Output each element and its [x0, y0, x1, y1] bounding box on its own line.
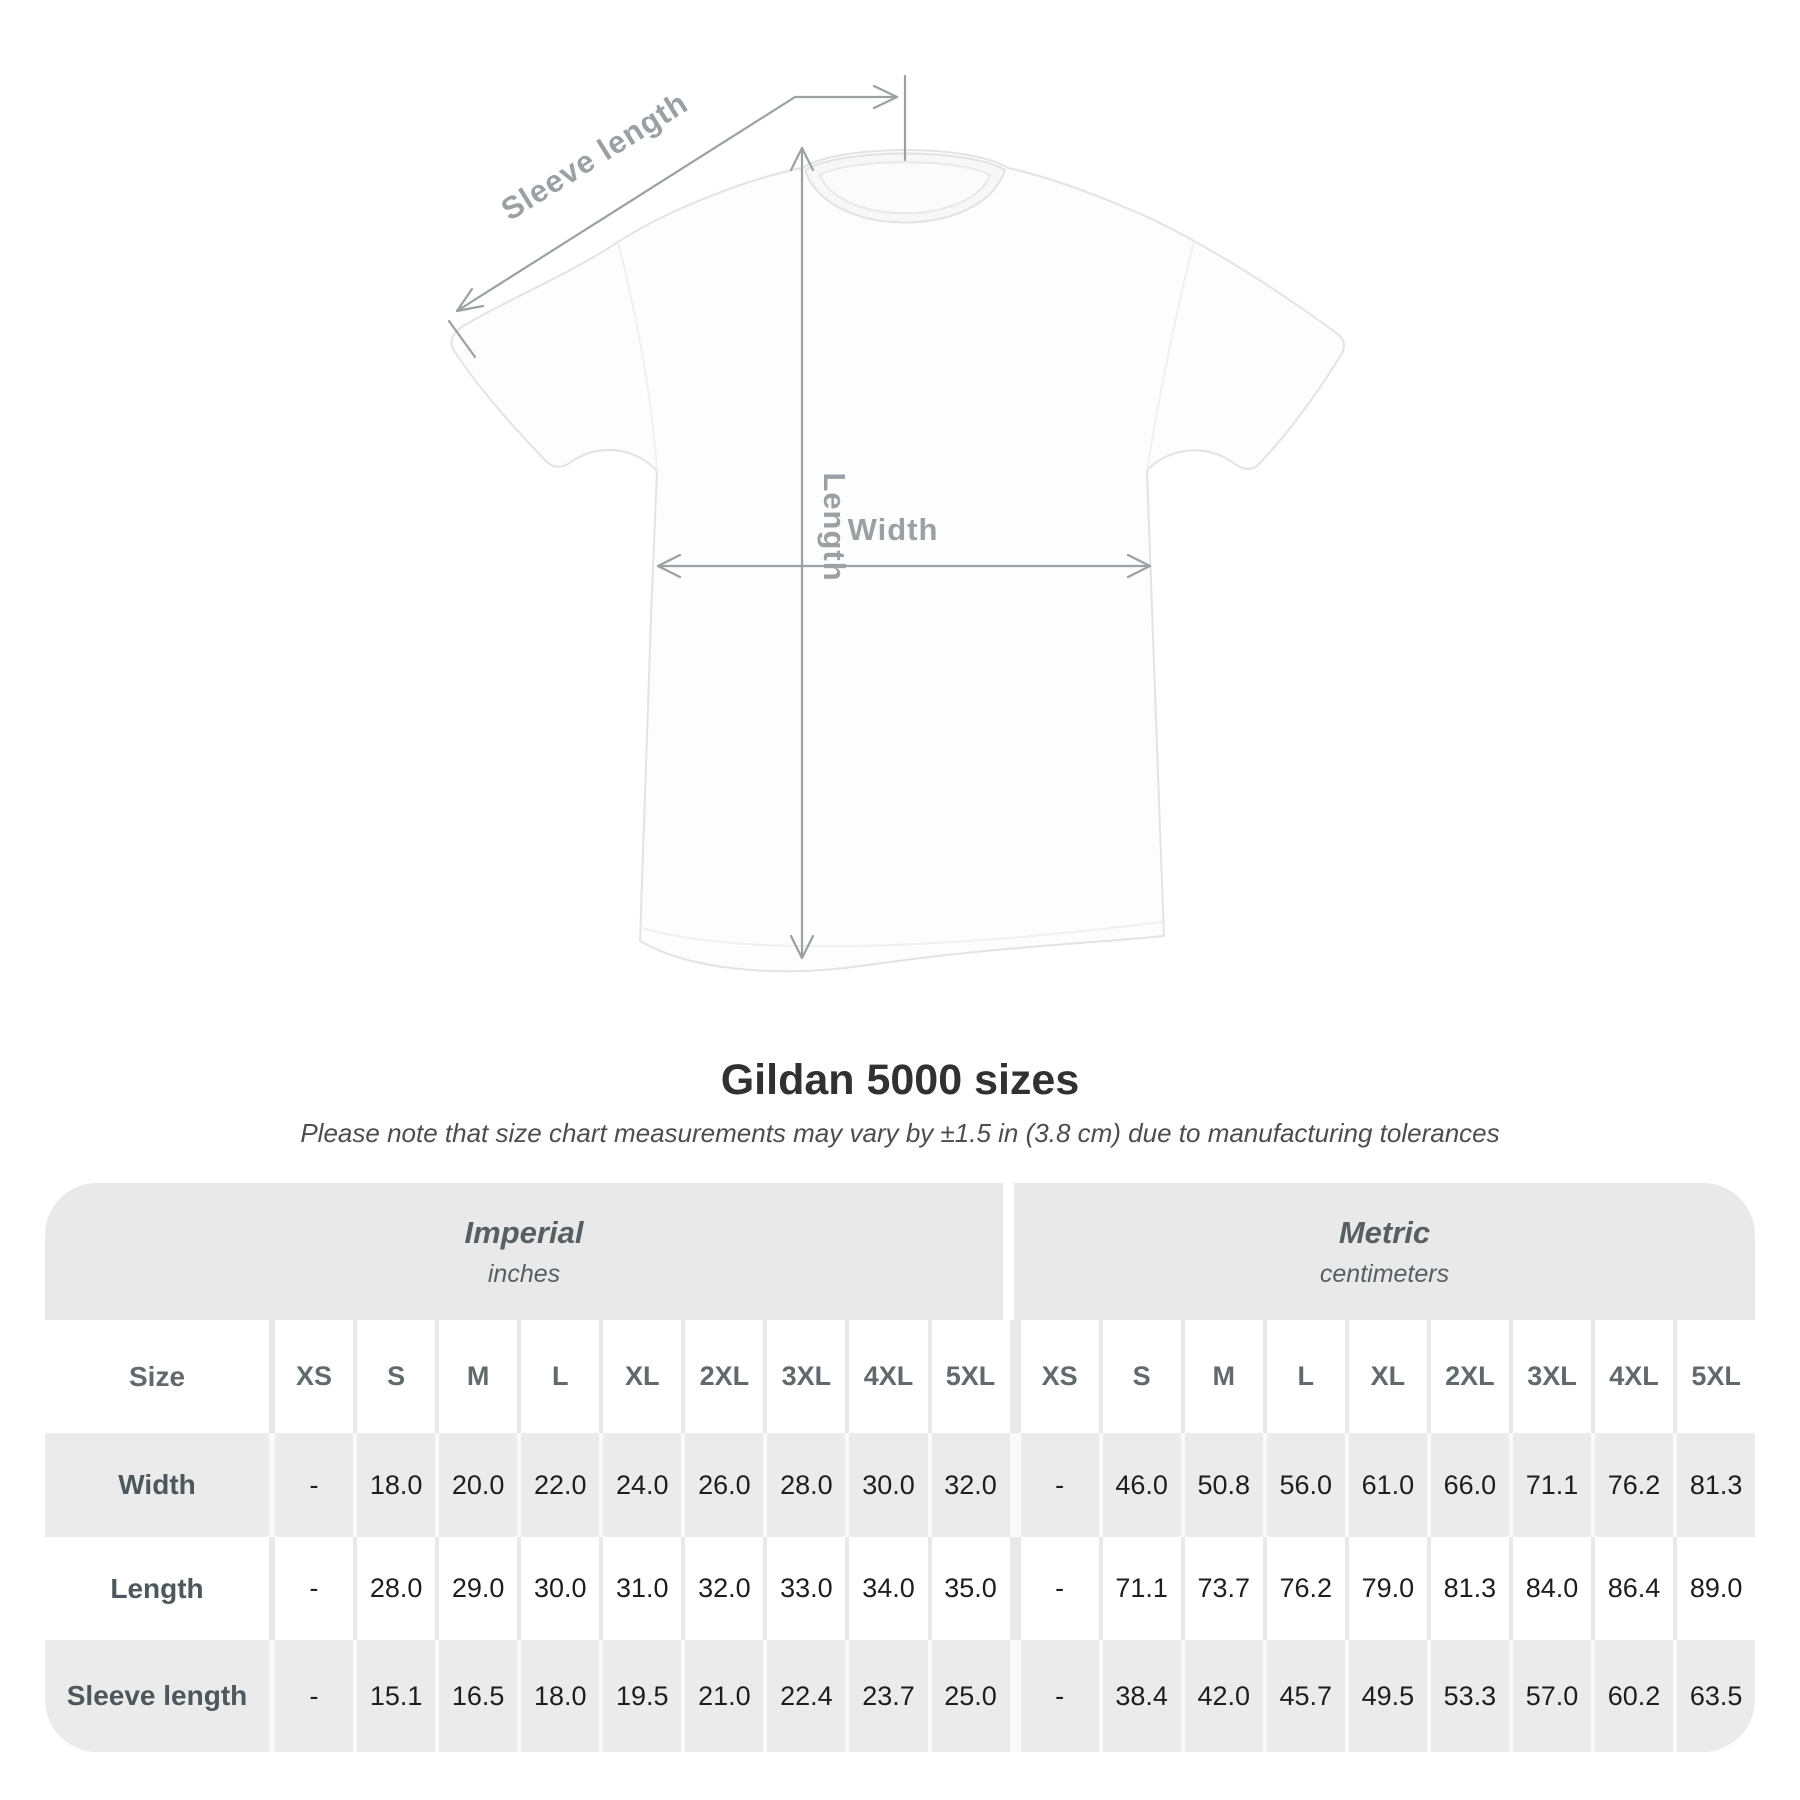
size-col-header-imperial: 5XL [928, 1320, 1010, 1433]
measurement-cell-metric: 66.0 [1427, 1433, 1509, 1537]
measurement-cell-imperial: 22.4 [763, 1640, 845, 1752]
measurement-cell-metric: 45.7 [1263, 1640, 1345, 1752]
size-col-header-imperial: S [353, 1320, 435, 1433]
measurement-cell-imperial: 31.0 [599, 1537, 681, 1640]
imperial-title: Imperial [464, 1214, 584, 1250]
metric-unit: centimeters [1319, 1259, 1450, 1288]
size-col-header-imperial: 4XL [845, 1320, 927, 1433]
measurement-cell-metric: 63.5 [1673, 1640, 1755, 1752]
measurement-cell-metric: 89.0 [1673, 1537, 1755, 1640]
measurement-cell-metric: 81.3 [1673, 1433, 1755, 1537]
size-col-header-metric: XS [1010, 1320, 1099, 1433]
measurement-cell-metric: 81.3 [1427, 1537, 1509, 1640]
measurement-cell-imperial: 32.0 [928, 1433, 1010, 1537]
size-col-header-imperial: L [517, 1320, 599, 1433]
measurement-cell-imperial: 18.0 [353, 1433, 435, 1537]
measurement-cell-metric: 49.5 [1345, 1640, 1427, 1752]
measurement-cell-metric: - [1010, 1640, 1099, 1752]
tshirt-body [452, 150, 1345, 971]
measurement-cell-imperial: - [269, 1537, 353, 1640]
tshirt-illustration [452, 150, 1345, 971]
size-col-header-metric: L [1263, 1320, 1345, 1433]
size-col-header-imperial: XS [269, 1320, 353, 1433]
measurement-cell-metric: 53.3 [1427, 1640, 1509, 1752]
measurement-cell-imperial: 33.0 [763, 1537, 845, 1640]
measurement-cell-imperial: 22.0 [517, 1433, 599, 1537]
measurement-cell-metric: 84.0 [1509, 1537, 1591, 1640]
size-table [45, 1183, 1755, 1752]
page-title: Gildan 5000 sizes [720, 1056, 1080, 1104]
measurement-cell-imperial: 35.0 [928, 1537, 1010, 1640]
table-row [45, 1537, 1755, 1640]
length-label: Length [817, 472, 852, 582]
size-col-header-metric: 2XL [1427, 1320, 1509, 1433]
size-header-label: Size [128, 1360, 186, 1392]
table-row [45, 1433, 1755, 1537]
measurement-cell-metric: 42.0 [1181, 1640, 1263, 1752]
row-label: Width [118, 1469, 196, 1500]
measurement-cell-metric: 61.0 [1345, 1433, 1427, 1537]
measurement-cell-imperial: 18.0 [517, 1640, 599, 1752]
size-col-header-imperial: XL [599, 1320, 681, 1433]
size-col-header-metric: 5XL [1673, 1320, 1755, 1433]
row-label: Sleeve length [66, 1680, 248, 1711]
measurement-cell-imperial: 23.7 [845, 1640, 927, 1752]
size-col-header-metric: M [1181, 1320, 1263, 1433]
size-col-header-imperial: M [435, 1320, 517, 1433]
measurement-cell-metric: 86.4 [1591, 1537, 1673, 1640]
unit-header-metric [1014, 1183, 1755, 1320]
measurement-cell-imperial: 21.0 [681, 1640, 763, 1752]
measurement-cell-metric: 57.0 [1509, 1640, 1591, 1752]
measurement-cell-imperial: 30.0 [845, 1433, 927, 1537]
unit-header-imperial [45, 1183, 1003, 1320]
measurement-cell-metric: 38.4 [1099, 1640, 1181, 1752]
measurement-cell-imperial: - [269, 1433, 353, 1537]
measurement-cell-metric: 60.2 [1591, 1640, 1673, 1752]
unit-header-row [45, 1183, 1755, 1320]
imperial-unit: inches [487, 1259, 561, 1288]
size-col-header-metric: XL [1345, 1320, 1427, 1433]
measurement-cell-imperial: 28.0 [353, 1537, 435, 1640]
measurement-cell-metric: 50.8 [1181, 1433, 1263, 1537]
measurement-cell-imperial: 29.0 [435, 1537, 517, 1640]
size-header-row [45, 1320, 1755, 1433]
measurement-cell-imperial: 19.5 [599, 1640, 681, 1752]
page-subtitle: Please note that size chart measurements may vary by ±1.5 in (3.8 cm) due to manufacturing tolerances [300, 1118, 1500, 1148]
size-col-header-metric: S [1099, 1320, 1181, 1433]
size-col-header-metric: 3XL [1509, 1320, 1591, 1433]
measurement-cell-metric: 46.0 [1099, 1433, 1181, 1537]
measurement-cell-metric: 76.2 [1263, 1537, 1345, 1640]
measurement-cell-imperial: 15.1 [353, 1640, 435, 1752]
measurement-cell-imperial: 34.0 [845, 1537, 927, 1640]
measurement-cell-imperial: 20.0 [435, 1433, 517, 1537]
measurement-cell-imperial: 25.0 [928, 1640, 1010, 1752]
measurement-cell-metric: 73.7 [1181, 1537, 1263, 1640]
sleeve-length-label: Sleeve length [494, 84, 694, 228]
measurement-cell-imperial: 16.5 [435, 1640, 517, 1752]
measurement-cell-imperial: 32.0 [681, 1537, 763, 1640]
measurement-cell-metric: 76.2 [1591, 1433, 1673, 1537]
size-col-header-imperial: 2XL [681, 1320, 763, 1433]
measurement-cell-metric: 79.0 [1345, 1537, 1427, 1640]
measurement-cell-imperial: 26.0 [681, 1433, 763, 1537]
size-col-header-metric: 4XL [1591, 1320, 1673, 1433]
table-row [45, 1640, 1755, 1752]
metric-title: Metric [1338, 1214, 1431, 1250]
width-label: Width [847, 512, 939, 547]
measurement-cell-metric: 71.1 [1099, 1537, 1181, 1640]
measurement-cell-imperial: 24.0 [599, 1433, 681, 1537]
size-col-header-imperial: 3XL [763, 1320, 845, 1433]
size-grid [45, 1320, 1755, 1752]
measurement-cell-metric: 56.0 [1263, 1433, 1345, 1537]
measurement-cell-imperial: 30.0 [517, 1537, 599, 1640]
row-label: Length [110, 1572, 204, 1604]
measurement-cell-metric: 71.1 [1509, 1433, 1591, 1537]
measurement-cell-metric: - [1010, 1537, 1099, 1640]
measurement-cell-metric: - [1010, 1433, 1099, 1537]
measurement-cell-imperial: - [269, 1640, 353, 1752]
measurement-cell-imperial: 28.0 [763, 1433, 845, 1537]
